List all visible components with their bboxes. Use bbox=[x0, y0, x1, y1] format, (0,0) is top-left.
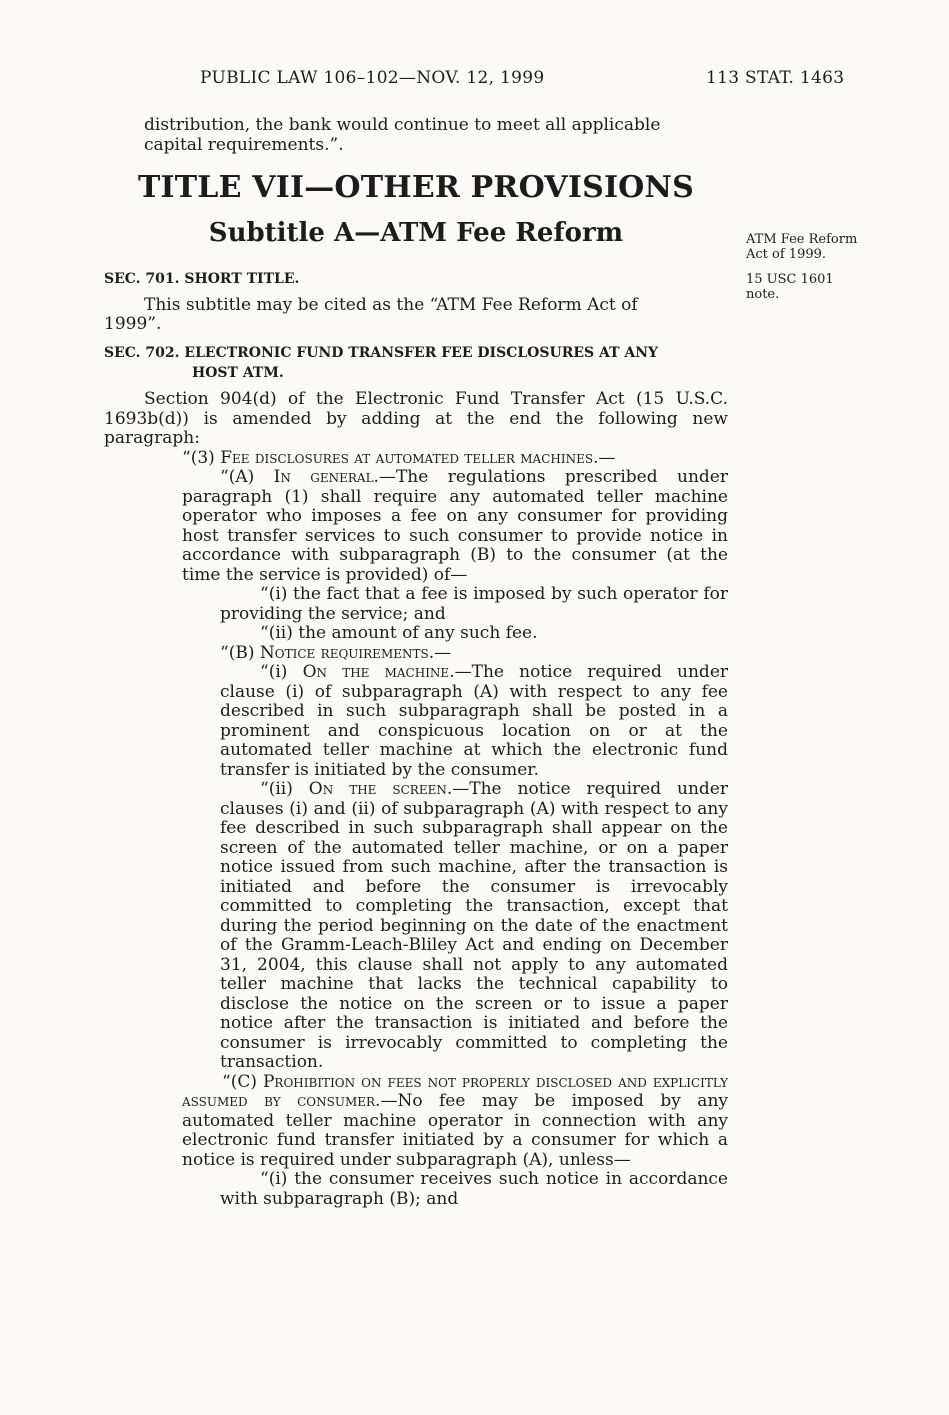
subparagraph-b-heading: “(B) Notice requirements.— bbox=[220, 642, 452, 663]
title-heading: TITLE VII—OTHER PROVISIONS bbox=[138, 170, 694, 205]
margin-note-usc: 15 USC 1601 note. bbox=[746, 272, 834, 302]
subparagraph-a: “(A) In general.—The regulations prescribed under paragraph (1) shall require any automated teller machine operator who imposes a fee on any consumer for providing host transfer services to such consumer to provide notice in accordance with subparagraph (B) to the consumer (at the time the service is provided) of— bbox=[182, 467, 728, 585]
margin-note-short-title: ATM Fee Reform Act of 1999. bbox=[746, 232, 858, 262]
running-header-left: PUBLIC LAW 106–102—NOV. 12, 1999 bbox=[200, 68, 545, 88]
continuation-text: distribution, the bank would continue to meet all applicable capital requirements.”. bbox=[144, 115, 661, 155]
subparagraph-c: “(C) Prohibition on fees not properly disclosed and explicitly assumed by consumer.—No fee may be imposed by any automated teller machine operator in connection with any electronic fund transfer initiated by a consumer for which a notice is required under subparagraph (A), unless— bbox=[182, 1071, 728, 1170]
section-702: SEC. 702. ELECTRONIC FUND TRANSFER FEE DISCLOSURES AT ANY HOST ATM. Section 904(d) of the Electronic Fund Transfer Act (15 U.S.C. 1693b(d)) is amended by adding at the end the following new paragraph: “(3) Fee disclosures at automated teller machines.— “(A) In general.—The regulations prescribed under paragraph (1) shall require any automated teller machine operator who imposes a fee on any consumer for providing host transfer services to such consumer to provide notice in accordance with subparagraph (B) to the consumer (at the time the service is provided) of— “(i) the fact that a fee is imposed by such operator for providing the service; and “(ii) the amount of any such fee. “(B) Notice requirements.— “(i) On the machine.—The notice required under clause (i) of subparagraph (A) with respect to any fee described in such subparagraph shall be posted in a prominent and conspicuous location on or at the automated teller machine at which the electronic fund transfer is initiated by the consumer. “(ii) On the screen.—The notice required under clauses (i) and (ii) of subparagraph (A) with respect to any fee described in such subparagraph shall appear on the screen of the automated teller machine, or on a paper notice issued from such machine, after the transaction is initiated and before the consumer is irrevocably committed to completing the transaction, except that during the period beginning on the date of the enactment of the Gramm-Leach-Bliley Act and ending on December 31, 2004, this clause shall not apply to any automated teller machine that lacks the technical capability to disclose the notice on the screen or to issue a paper notice after the transaction is initiated and before the consumer is irrevocably committed to completing the transaction. “(C) Prohibition on fees not properly disclosed and explicitly assumed by consumer.—No fee may be imposed by any automated teller machine operator in connection with any electronic fund transfer initiated by a consumer for which a notice is required under subparagraph (A), unless— “(i) the consumer receives such notice in accordance with subparagraph (B); and bbox=[104, 345, 729, 1209]
clause-a-ii: “(ii) the amount of any such fee. bbox=[260, 623, 538, 643]
section-701: SEC. 701. SHORT TITLE. This subtitle may be cited as the “ATM Fee Reform Act of 1999”. bbox=[104, 270, 728, 335]
clause-c-i: “(i) the consumer receives such notice in accordance with subparagraph (B); and bbox=[220, 1169, 728, 1209]
section-intro: Section 904(d) of the Electronic Fund Transfer Act (15 U.S.C. 1693b(d)) is amended by adding at the end the following new paragraph: bbox=[104, 389, 728, 448]
subtitle-heading: Subtitle A—ATM Fee Reform bbox=[208, 218, 624, 248]
clause-b-ii: “(ii) On the screen.—The notice required under clauses (i) and (ii) of subparagraph (A) with respect to any fee described in such subparagraph shall appear on the screen of the automated teller machine, or on a paper notice issued from such machine, after the transaction is initiated and before the consumer is irrevocably committed to completing the transaction, except that during the period beginning on the date of the enactment of the Gramm-Leach-Bliley Act and ending on December 31, 2004, this clause shall not apply to any automated teller machine that lacks the technical capability to disclose the notice on the screen or to issue a paper notice after the transaction is initiated and before the consumer is irrevocably committed to completing the transaction. bbox=[220, 779, 728, 1072]
section-heading: SEC. 701. SHORT TITLE. bbox=[104, 271, 300, 287]
page-number: 113 STAT. 1463 bbox=[706, 68, 845, 88]
clause-b-i: “(i) On the machine.—The notice required under clause (i) of subparagraph (A) with respect to any fee described in such subparagraph shall be posted in a prominent and conspicuous location on or at the automated teller machine at which the electronic fund transfer is initiated by the consumer. bbox=[220, 662, 729, 780]
paragraph-3-heading: “(3) Fee disclosures at automated teller machines.— bbox=[182, 447, 616, 468]
section-text: This subtitle may be cited as the “ATM Fee Reform Act of bbox=[144, 294, 638, 315]
clause-a-i: “(i) the fact that a fee is imposed by such operator for providing the service; and bbox=[220, 584, 728, 624]
section-heading: SEC. 702. ELECTRONIC FUND TRANSFER FEE DISCLOSURES AT ANY bbox=[104, 345, 659, 361]
